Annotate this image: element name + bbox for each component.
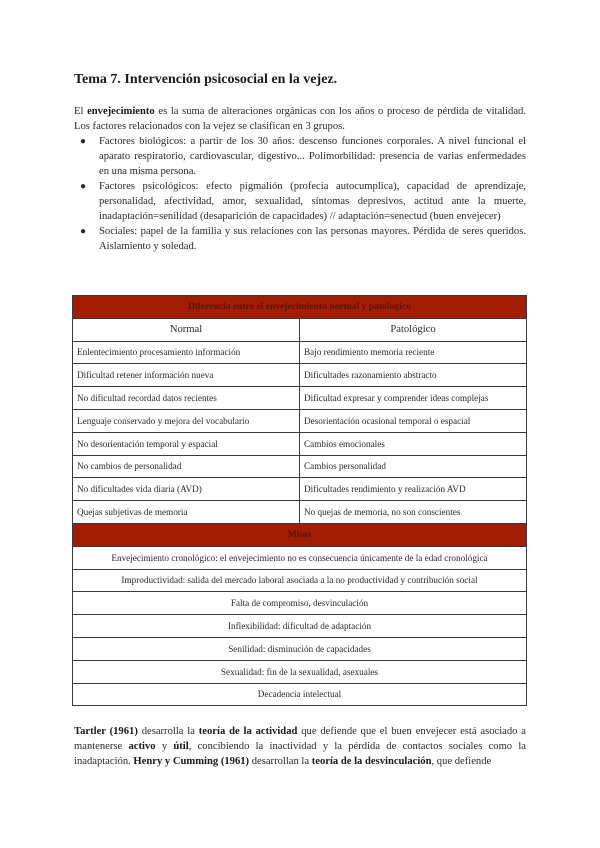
closing-text: , concibiendo la inactividad y la pérdida de contactos sociales como la inadaptación. xyxy=(74,741,527,767)
table-row xyxy=(73,501,527,524)
cell-pathological: Dificultades razonamiento abstracto xyxy=(300,364,527,387)
myth-row xyxy=(73,637,527,660)
column-header-pathological: Patológico xyxy=(300,318,527,341)
cell-normal: Enlentecimiento procesamiento información xyxy=(73,341,300,364)
bullet-icon: ● xyxy=(80,136,87,147)
myth-cell: Senilidad: disminución de capacidades xyxy=(73,637,527,660)
table-header: Diferencia entre el envejecimiento normal y patológico xyxy=(73,296,527,319)
table-row xyxy=(73,478,527,501)
cell-pathological: Dificultades rendimiento y realización AVD xyxy=(300,478,527,501)
table-header-row xyxy=(73,296,527,319)
closing-text: , que defiende xyxy=(431,756,492,767)
intro-paragraph xyxy=(74,104,526,134)
cell-normal: No dificultades vida diaria (AVD) xyxy=(73,478,300,501)
activity-theory-term: teoría de la actividad xyxy=(198,726,298,737)
closing-text: desarrolla la xyxy=(137,726,199,737)
closing-text: que defiende que el buen envejecer está asociado a mantenerse xyxy=(74,726,527,752)
closing-paragraph xyxy=(74,724,526,769)
active-term: activo xyxy=(128,741,156,752)
author-tartler: Tartler (1961) xyxy=(74,726,138,737)
table-row xyxy=(73,387,527,410)
cell-pathological: Desorientación ocasional temporal o espacial xyxy=(300,409,527,432)
intro-bold-term: envejecimiento xyxy=(87,106,155,117)
table-row xyxy=(73,341,527,364)
bullet-icon: ● xyxy=(80,226,87,237)
column-header-normal: Normal xyxy=(73,318,300,341)
disengagement-theory-term: teoría de la desvinculación xyxy=(311,756,432,767)
table-row xyxy=(73,364,527,387)
myth-row xyxy=(73,569,527,592)
list-item-text: Sociales: papel de la familia y sus relaciones con las personas mayores. Pérdida de seres queridos. Aislamiento y soledad. xyxy=(99,226,526,252)
myth-row xyxy=(73,615,527,638)
myth-cell: Decadencia intelectual xyxy=(73,683,527,706)
cell-normal: Dificultad retener información nueva xyxy=(73,364,300,387)
cell-normal: Lenguaje conservado y mejora del vocabulario xyxy=(73,409,300,432)
myth-row xyxy=(73,683,527,706)
cell-normal: Quejas subjetivas de memoria xyxy=(73,501,300,524)
closing-text: y xyxy=(155,741,174,752)
factor-list xyxy=(78,134,526,254)
column-header-row xyxy=(73,318,527,341)
list-item xyxy=(78,134,526,179)
list-item xyxy=(78,179,526,224)
cell-pathological: Bajo rendimiento memoria reciente xyxy=(300,341,527,364)
myth-cell: Sexualidad: fin de la sexualidad, asexuales xyxy=(73,660,527,683)
cell-pathological: Dificultad expresar y comprender ideas complejas xyxy=(300,387,527,410)
page-title: Tema 7. Intervención psicosocial en la vejez. xyxy=(74,72,338,87)
cell-normal: No desorientación temporal y espacial xyxy=(73,432,300,455)
comparison-table xyxy=(72,295,527,706)
cell-pathological: Cambios personalidad xyxy=(300,455,527,478)
myth-row xyxy=(73,592,527,615)
myths-header: Mitos xyxy=(73,523,527,546)
myth-cell: Inflexibilidad: dificultad de adaptación xyxy=(73,615,527,638)
closing-text: desarrollan la xyxy=(249,756,312,767)
cell-normal: No cambios de personalidad xyxy=(73,455,300,478)
myth-cell: Improductividad: salida del mercado laboral asociada a la no productividad y contribución social xyxy=(73,569,527,592)
useful-term: útil xyxy=(173,741,189,752)
list-item-text: Factores psicológicos: efecto pigmalión (profecía autocumplica), capacidad de aprendizaje, personalidad, afectividad, amor, sexualidad, síntomas depresivos, actitud ante la muerte, inadaptación=senilidad (desaparición de capacidades) // adaptación=senectud (buen envejecer) xyxy=(99,181,526,222)
bullet-icon: ● xyxy=(80,181,87,192)
list-item-text: Factores biológicos: a partir de los 30 años: descenso funciones corporales. A nivel funcional el aparato respiratorio, cardiovascular, digestivo... Polimorbilidad: presencia de varias enfermedades en una misma persona. xyxy=(99,136,526,177)
myth-row xyxy=(73,660,527,683)
myth-row xyxy=(73,546,527,569)
list-item xyxy=(78,224,526,254)
intro-text: es la suma de alteraciones orgánicas con los años o proceso de pérdida de vitalidad. Los factores relacionados con la vejez se clasifican en 3 grupos. xyxy=(74,106,526,132)
cell-pathological: Cambios emocionales xyxy=(300,432,527,455)
table-row xyxy=(73,455,527,478)
cell-pathological: No quejas de memoria, no son conscientes xyxy=(300,501,527,524)
cell-normal: No dificultad recordad datos recientes xyxy=(73,387,300,410)
author-henry-cumming: Henry y Cumming (1961) xyxy=(133,756,250,767)
myths-header-row xyxy=(73,523,527,546)
table-row xyxy=(73,409,527,432)
myth-cell: Envejecimiento cronológico: el envejecimiento no es consecuencia únicamente de la edad cronológica xyxy=(73,546,527,569)
myth-cell: Falta de compromiso, desvinculación xyxy=(73,592,527,615)
intro-text: El xyxy=(74,106,88,117)
table-row xyxy=(73,432,527,455)
